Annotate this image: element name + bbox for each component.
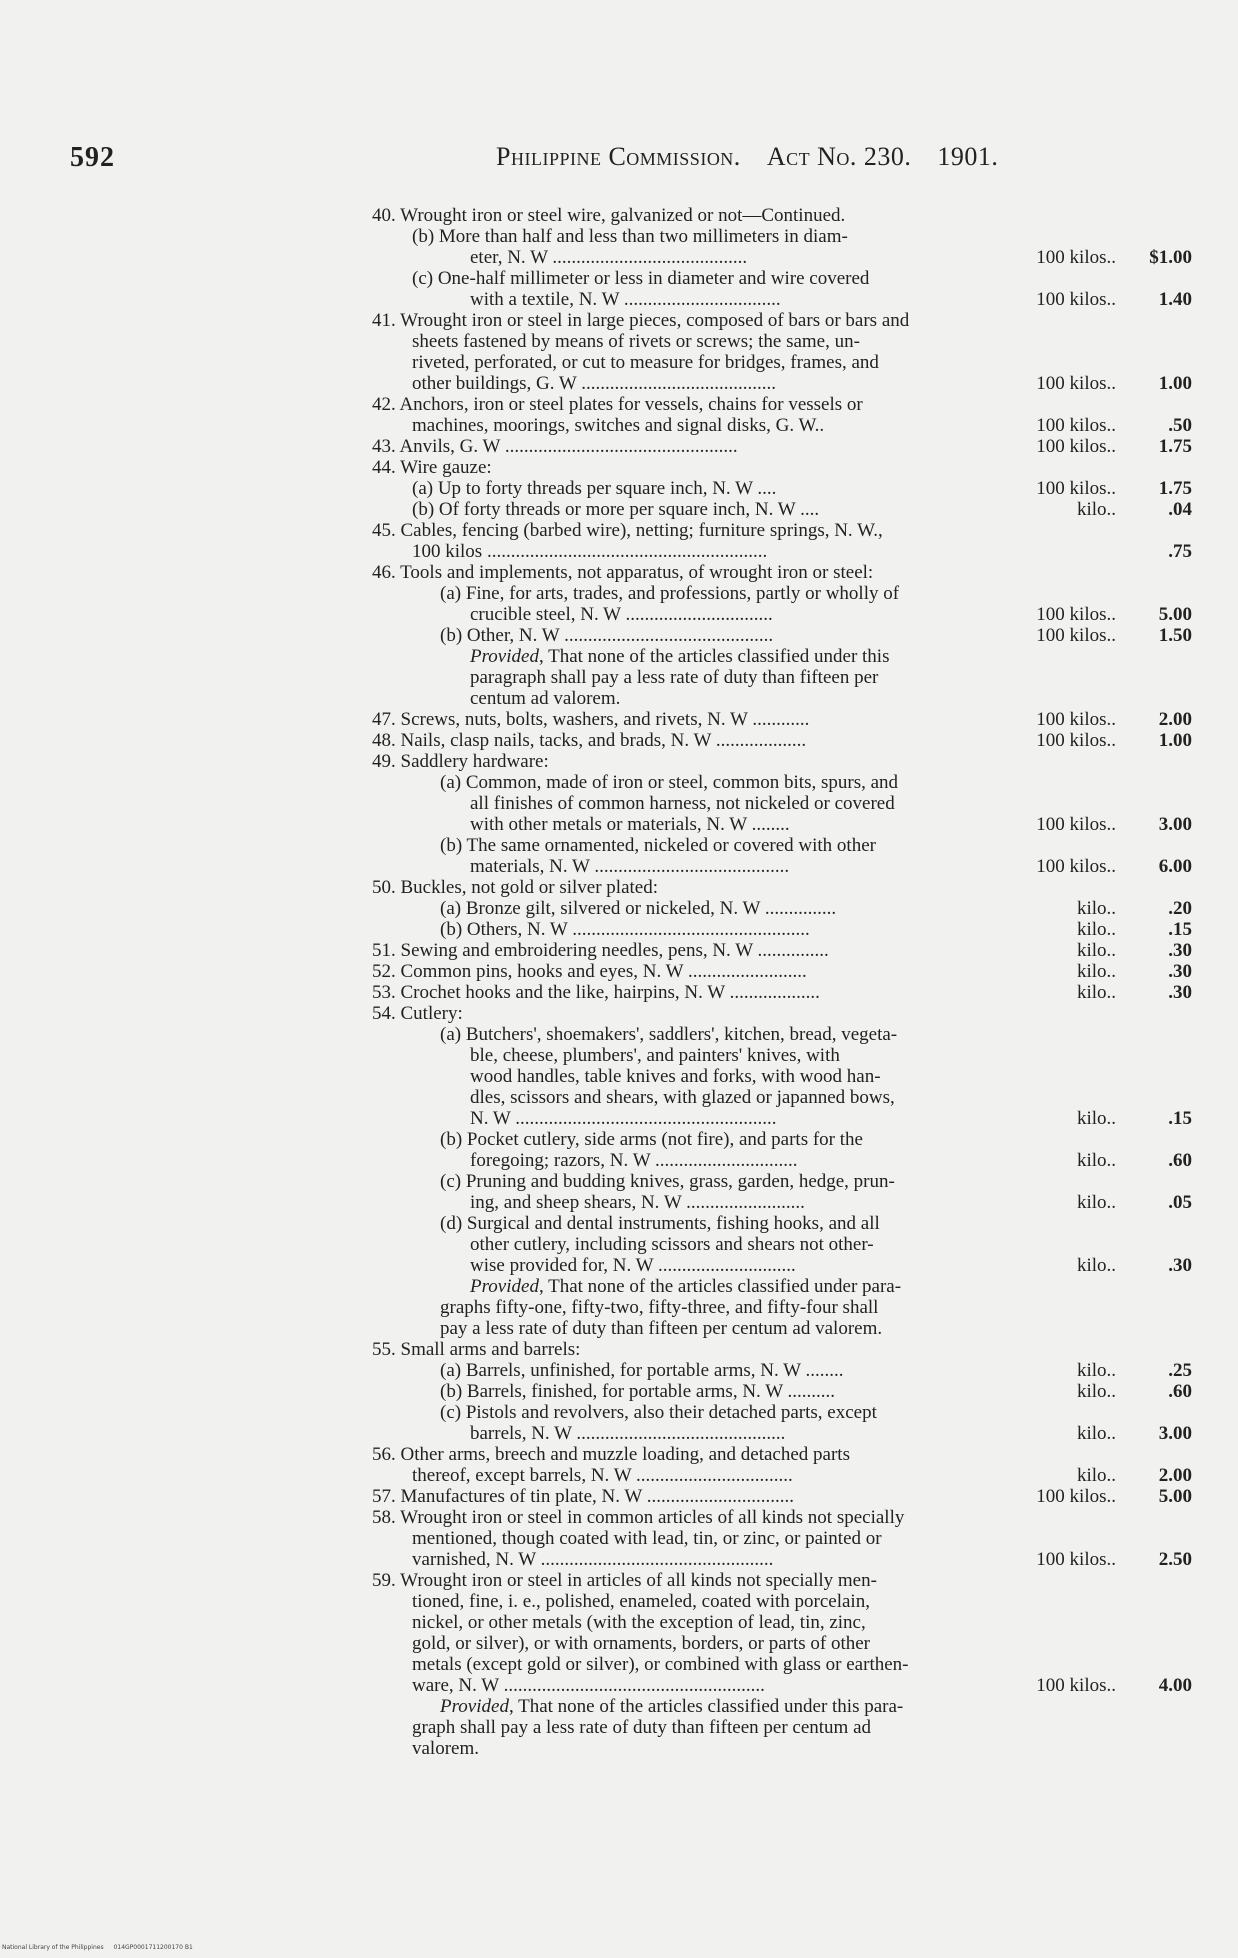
line-text: other buildings, G. W ......................................... (412, 373, 776, 394)
proviso-line (372, 1297, 1192, 1318)
schedule-line (372, 1675, 1192, 1696)
line-text: metals (except gold or silver), or combined with glass or earthen- (412, 1654, 909, 1675)
duty-rate: .05 (1168, 1192, 1192, 1213)
duty-rate: 5.00 (1158, 1486, 1192, 1507)
schedule-line (372, 772, 1192, 793)
line-text: Provided, That none of the articles classified under this (470, 646, 890, 667)
line-text: 100 kilos ........................................................... (412, 541, 768, 562)
line-text: ble, cheese, plumbers', and painters' knives, with (470, 1045, 840, 1066)
line-text: ware, N. W ....................................................... (412, 1675, 765, 1696)
line-unit: 100 kilos.. (1036, 856, 1116, 877)
line-unit: kilo.. (1076, 940, 1116, 961)
schedule-line (372, 709, 1192, 730)
line-text: 52. Common pins, hooks and eyes, N. W ......................... (372, 961, 807, 982)
schedule-line (372, 1171, 1192, 1192)
line-text: varnished, N. W ................................................. (412, 1549, 774, 1570)
proviso-line (372, 1696, 1192, 1717)
duty-rate: 3.00 (1158, 814, 1192, 835)
line-unit: 100 kilos.. (1036, 1549, 1116, 1570)
duty-rate: .30 (1168, 961, 1192, 982)
line-text: 40. Wrought iron or steel wire, galvanized or not—Continued. (372, 205, 846, 226)
schedule-line (372, 541, 1192, 562)
line-text: dles, scissors and shears, with glazed or japanned bows, (470, 1087, 895, 1108)
line-text: materials, N. W ......................................... (470, 856, 790, 877)
line-text: with a textile, N. W ................................. (470, 289, 781, 310)
duty-rate: .60 (1168, 1150, 1192, 1171)
line-text: Provided, That none of the articles classified under this para- (440, 1696, 904, 1717)
line-unit: 100 kilos.. (1036, 1675, 1116, 1696)
line-text: thereof, except barrels, N. W ................................. (412, 1465, 793, 1486)
line-unit: kilo.. (1076, 1360, 1116, 1381)
line-text: paragraph shall pay a less rate of duty than fifteen per (470, 667, 879, 688)
schedule-line (372, 1255, 1192, 1276)
schedule-line (372, 982, 1192, 1003)
schedule-line (372, 835, 1192, 856)
line-text: barrels, N. W ............................................ (470, 1423, 786, 1444)
proviso-line (372, 1318, 1192, 1339)
proviso-line (372, 667, 1192, 688)
schedule-line (372, 289, 1192, 310)
line-text: 43. Anvils, G. W ................................................. (372, 436, 738, 457)
line-text: N. W ....................................................... (470, 1108, 777, 1129)
line-text: (b) The same ornamented, nickeled or covered with other (440, 835, 876, 856)
schedule-line (372, 205, 1192, 226)
schedule-line (372, 520, 1192, 541)
schedule-line (372, 814, 1192, 835)
line-text: 49. Saddlery hardware: (372, 751, 549, 772)
line-text: 55. Small arms and barrels: (372, 1339, 581, 1360)
duty-rate: 1.00 (1158, 730, 1192, 751)
line-unit: kilo.. (1076, 1108, 1116, 1129)
footer (2, 1944, 203, 1951)
schedule-line (372, 1549, 1192, 1570)
line-text: (a) Butchers', shoemakers', saddlers', kitchen, bread, vegeta- (440, 1024, 898, 1045)
line-text: (c) One-half millimeter or less in diameter and wire covered (412, 268, 870, 289)
line-text: other cutlery, including scissors and shears not other- (470, 1234, 874, 1255)
schedule-line (372, 1045, 1192, 1066)
line-text: (a) Fine, for arts, trades, and professions, partly or wholly of (440, 583, 900, 604)
line-text: (b) Other, N. W ............................................ (440, 625, 774, 646)
schedule-line (372, 415, 1192, 436)
line-text: eter, N. W ......................................... (470, 247, 748, 268)
duty-rate: $1.00 (1149, 247, 1192, 268)
line-text: 47. Screws, nuts, bolts, washers, and rivets, N. W ............ (372, 709, 810, 730)
line-text: wood handles, table knives and forks, with wood han- (470, 1066, 881, 1087)
line-text: 45. Cables, fencing (barbed wire), netting; furniture springs, N. W., (372, 520, 883, 541)
schedule-line (372, 373, 1192, 394)
schedule-line (372, 1024, 1192, 1045)
line-text: 57. Manufactures of tin plate, N. W ............................... (372, 1486, 794, 1507)
line-text: (a) Barrels, unfinished, for portable arms, N. W ........ (440, 1360, 844, 1381)
schedule-line (372, 436, 1192, 457)
proviso-line (372, 688, 1192, 709)
schedule-line (372, 1528, 1192, 1549)
duty-rate: 2.00 (1158, 1465, 1192, 1486)
duty-rate: .20 (1168, 898, 1192, 919)
line-text: tioned, fine, i. e., polished, enameled, coated with porcelain, (412, 1591, 870, 1612)
duty-rate: 1.40 (1158, 289, 1192, 310)
line-text: riveted, perforated, or cut to measure for bridges, frames, and (412, 352, 879, 373)
line-text: 56. Other arms, breech and muzzle loading, and detached parts (372, 1444, 850, 1465)
line-text: (a) Bronze gilt, silvered or nickeled, N. W ............... (440, 898, 837, 919)
line-unit: 100 kilos.. (1036, 415, 1116, 436)
schedule-line (372, 898, 1192, 919)
line-unit: kilo.. (1076, 1423, 1116, 1444)
schedule-line (372, 856, 1192, 877)
schedule-line (372, 877, 1192, 898)
running-title: Philippine Commission. (496, 142, 741, 171)
proviso-line (372, 1276, 1192, 1297)
line-unit: 100 kilos.. (1036, 730, 1116, 751)
duty-rate: 1.75 (1158, 436, 1192, 457)
duty-rate: 2.50 (1158, 1549, 1192, 1570)
duty-rate: 4.00 (1158, 1675, 1192, 1696)
duty-rate: .75 (1168, 541, 1192, 562)
schedule-line (372, 1402, 1192, 1423)
schedule-line (372, 1066, 1192, 1087)
line-text: 44. Wire gauze: (372, 457, 492, 478)
schedule-line (372, 1129, 1192, 1150)
proviso-line (372, 646, 1192, 667)
duty-rate: 5.00 (1158, 604, 1192, 625)
schedule-line (372, 1192, 1192, 1213)
line-text: graph shall pay a less rate of duty than fifteen per centum ad (412, 1717, 871, 1738)
schedule-line (372, 1507, 1192, 1528)
line-text: (c) Pistols and revolvers, also their detached parts, except (440, 1402, 877, 1423)
schedule-line (372, 1213, 1192, 1234)
schedule-line (372, 394, 1192, 415)
line-text: ing, and sheep shears, N. W ......................... (470, 1192, 805, 1213)
schedule-line (372, 1570, 1192, 1591)
line-unit: kilo.. (1076, 499, 1116, 520)
schedule-line (372, 1486, 1192, 1507)
line-text: 58. Wrought iron or steel in common articles of all kinds not specially (372, 1507, 905, 1528)
line-unit: 100 kilos.. (1036, 814, 1116, 835)
duty-rate: .30 (1168, 982, 1192, 1003)
schedule-line (372, 1423, 1192, 1444)
scan-identifier: 014GP0001711200170 B1 (113, 1944, 193, 1951)
duty-rate: .30 (1168, 940, 1192, 961)
line-unit: kilo.. (1076, 1465, 1116, 1486)
line-unit: kilo.. (1076, 1192, 1116, 1213)
line-text: (b) More than half and less than two millimeters in diam- (412, 226, 848, 247)
duty-rate: 2.00 (1158, 709, 1192, 730)
line-text: 41. Wrought iron or steel in large pieces, composed of bars or bars and (372, 310, 910, 331)
line-text: wise provided for, N. W ............................. (470, 1255, 796, 1276)
schedule-line (372, 1339, 1192, 1360)
line-unit: kilo.. (1076, 1150, 1116, 1171)
duty-rate: .30 (1168, 1255, 1192, 1276)
duty-rate: .60 (1168, 1381, 1192, 1402)
line-text: Provided, That none of the articles classified under para- (470, 1276, 902, 1297)
proviso-line (372, 1717, 1192, 1738)
act-number: Act No. 230. (766, 142, 912, 171)
line-unit: 100 kilos.. (1036, 247, 1116, 268)
line-unit: kilo.. (1076, 898, 1116, 919)
duty-rate: .25 (1168, 1360, 1192, 1381)
schedule-line (372, 226, 1192, 247)
line-text: pay a less rate of duty than fifteen per centum ad valorem. (440, 1318, 883, 1339)
line-text: gold, or silver), or with ornaments, borders, or parts of other (412, 1633, 871, 1654)
line-text: crucible steel, N. W ............................... (470, 604, 773, 625)
schedule-line (372, 331, 1192, 352)
schedule-line (372, 478, 1192, 499)
line-unit: 100 kilos.. (1036, 709, 1116, 730)
line-unit: 100 kilos.. (1036, 289, 1116, 310)
schedule-line (372, 961, 1192, 982)
line-text: machines, moorings, switches and signal disks, G. W.. (412, 415, 825, 436)
line-text: graphs fifty-one, fifty-two, fifty-three, and fifty-four shall (440, 1297, 879, 1318)
schedule-line (372, 1087, 1192, 1108)
line-text: (b) Of forty threads or more per square inch, N. W .... (412, 499, 820, 520)
schedule-line (372, 1633, 1192, 1654)
duty-rate: 1.00 (1158, 373, 1192, 394)
line-text: 54. Cutlery: (372, 1003, 463, 1024)
schedule-line (372, 268, 1192, 289)
running-head (496, 142, 1024, 172)
schedule-line (372, 1360, 1192, 1381)
schedule-line (372, 1444, 1192, 1465)
schedule-line (372, 499, 1192, 520)
line-text: (a) Common, made of iron or steel, common bits, spurs, and (440, 772, 899, 793)
schedule-line (372, 457, 1192, 478)
line-text: 48. Nails, clasp nails, tacks, and brads, N. W ................... (372, 730, 807, 751)
schedule-line (372, 1108, 1192, 1129)
schedule-line (372, 1591, 1192, 1612)
line-unit: 100 kilos.. (1036, 1486, 1116, 1507)
year: 1901. (937, 142, 999, 171)
line-text: centum ad valorem. (470, 688, 621, 709)
line-unit: kilo.. (1076, 1255, 1116, 1276)
duty-rate: 6.00 (1158, 856, 1192, 877)
line-text: 42. Anchors, iron or steel plates for vessels, chains for vessels or (372, 394, 863, 415)
schedule-line (372, 919, 1192, 940)
duty-rate: .15 (1168, 1108, 1192, 1129)
line-text: (b) Pocket cutlery, side arms (not fire), and parts for the (440, 1129, 863, 1150)
schedule-line (372, 1003, 1192, 1024)
line-unit: kilo.. (1076, 919, 1116, 940)
line-text: 53. Crochet hooks and the like, hairpins, N. W ................... (372, 982, 820, 1003)
line-text: with other metals or materials, N. W ........ (470, 814, 790, 835)
line-text: (b) Barrels, finished, for portable arms, N. W .......... (440, 1381, 836, 1402)
schedule-line (372, 1654, 1192, 1675)
schedule-line (372, 751, 1192, 772)
line-text: nickel, or other metals (with the exception of lead, tin, zinc, (412, 1612, 866, 1633)
line-text: all finishes of common harness, not nickeled or covered (470, 793, 895, 814)
schedule-line (372, 604, 1192, 625)
library-credit: National Library of the Philippines (2, 1944, 104, 1951)
schedule-line (372, 1612, 1192, 1633)
line-text: (c) Pruning and budding knives, grass, garden, hedge, prun- (440, 1171, 895, 1192)
schedule-line (372, 625, 1192, 646)
line-text: 50. Buckles, not gold or silver plated: (372, 877, 659, 898)
schedule-line (372, 247, 1192, 268)
duty-rate: 3.00 (1158, 1423, 1192, 1444)
duty-rate: 1.50 (1158, 625, 1192, 646)
line-text: mentioned, though coated with lead, tin, or zinc, or painted or (412, 1528, 882, 1549)
line-text: sheets fastened by means of rivets or screws; the same, un- (412, 331, 860, 352)
tariff-schedule (372, 205, 1192, 1759)
schedule-line (372, 583, 1192, 604)
schedule-line (372, 1465, 1192, 1486)
duty-rate: .50 (1168, 415, 1192, 436)
line-unit: 100 kilos.. (1036, 478, 1116, 499)
schedule-line (372, 730, 1192, 751)
schedule-line (372, 1234, 1192, 1255)
line-text: (d) Surgical and dental instruments, fishing hooks, and all (440, 1213, 880, 1234)
schedule-line (372, 310, 1192, 331)
schedule-line (372, 562, 1192, 583)
line-unit: 100 kilos.. (1036, 436, 1116, 457)
schedule-line (372, 1150, 1192, 1171)
line-text: valorem. (412, 1738, 480, 1759)
duty-rate: 1.75 (1158, 478, 1192, 499)
page-number: 592 (70, 142, 115, 173)
schedule-line (372, 940, 1192, 961)
line-text: 46. Tools and implements, not apparatus, of wrought iron or steel: (372, 562, 874, 583)
schedule-line (372, 1381, 1192, 1402)
line-unit: kilo.. (1076, 982, 1116, 1003)
schedule-line (372, 352, 1192, 373)
line-unit: 100 kilos.. (1036, 604, 1116, 625)
line-unit: kilo.. (1076, 1381, 1116, 1402)
line-text: 59. Wrought iron or steel in articles of all kinds not specially men- (372, 1570, 877, 1591)
proviso-line (372, 1738, 1192, 1759)
duty-rate: .04 (1168, 499, 1192, 520)
duty-rate: .15 (1168, 919, 1192, 940)
line-unit: 100 kilos.. (1036, 373, 1116, 394)
line-text: foregoing; razors, N. W .............................. (470, 1150, 798, 1171)
line-unit: 100 kilos.. (1036, 625, 1116, 646)
schedule-line (372, 793, 1192, 814)
line-text: (a) Up to forty threads per square inch, N. W .... (412, 478, 777, 499)
line-unit: kilo.. (1076, 961, 1116, 982)
line-text: 51. Sewing and embroidering needles, pens, N. W ............... (372, 940, 829, 961)
line-text: (b) Others, N. W .................................................. (440, 919, 810, 940)
